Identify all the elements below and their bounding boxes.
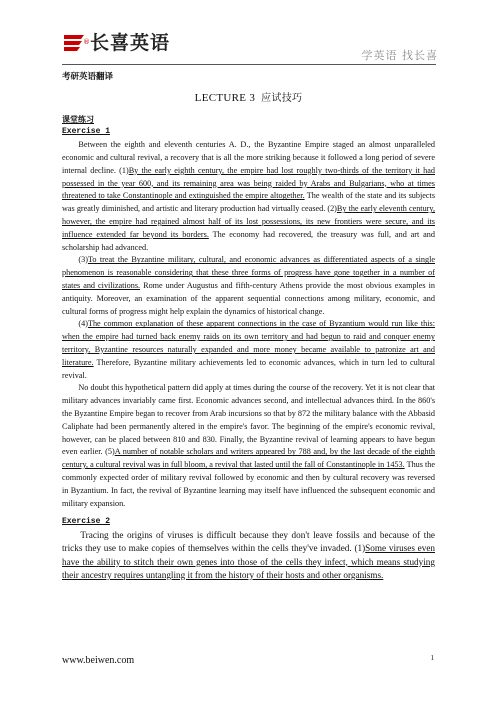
paragraph-text: The economy had recovered, the treasury was full, and art and scholarship had advanced. <box>62 229 435 252</box>
footer-website-link[interactable]: www.beiwen.com <box>62 655 135 666</box>
paragraph-text: No doubt this hypothetical pattern did apply at times during the course of the recovery. Yet it is not clear that military advances invariably came first. Economic advances second, and intellectual advances third. In the 860's the Byzantine Empire began to recover from Arab incursions so that by 872 the military balance with the Abbasid Caliphate had been permanently altered in the empire's favor. The beginning of the empire's economic revival, however, can be placed between 810 and 830. Finally, the Byzantine revival of learning appears to have begun even earlier. (5) <box>62 383 435 457</box>
logo-text: 长喜英语 <box>90 32 171 54</box>
paragraph-text: The wealth of the state and its subjects was greatly diminished, and artistic and literary production had virtually ceased. (2) <box>62 191 436 214</box>
paragraph-text: (4) <box>78 319 88 329</box>
section-heading: 课堂练习 <box>62 114 94 124</box>
translation-sentence-2: By the early eleventh century, however, the empire had regained almost half of its lost possessions, its new frontiers were secure, and its influence extended far beyond its borders. <box>62 204 436 239</box>
brand-logo[interactable] <box>62 33 170 53</box>
exercise-2-heading: Exercise 2 <box>62 517 111 527</box>
page-number: 1 <box>430 654 434 662</box>
document-body <box>62 71 435 582</box>
header-divider <box>62 64 436 65</box>
paragraph-text: Rome under Augustus and fifth-century Athens provide the most obvious examples in antiquity. Moreover, an examination of the apparent sequential connections among military, economic, and cultural forms of progress might help explain the dynamics of historical change. <box>62 280 436 316</box>
translation-sentence-1: By the early eighth century, the empire had lost roughly two-thirds of the territory it had possessed in the year 600, and its remaining area was being raided by Arabs and Bulgarians, who at times threatened to take Constantinople and extinguished the empire altogether. <box>62 165 435 201</box>
paragraph-text: Tracing the origins of viruses is difficult because they don't leave fossils and because of the tricks they use to make copies of themselves within the cells they've invaded. (1) <box>62 530 435 554</box>
exercise-2-paragraph-1 <box>62 529 435 582</box>
exercise-1-paragraph-2 <box>62 254 435 318</box>
paragraph-text: Between the eighth and eleventh centuries A. D., the Byzantine Empire staged an almost unparalleled economic and cultural revival, a recovery that is all the more striking because it followed a long period of severe internal decline. (1) <box>62 140 435 175</box>
header-slogan: 学英语 找长喜 <box>361 49 438 62</box>
lecture-heading <box>62 92 435 106</box>
lecture-subtitle: 应试技巧 <box>261 92 303 104</box>
page-header <box>0 0 496 60</box>
translation-sentence-4: The common explanation of these apparent connections in the case of Byzantium would run like this: when the empire had turned back enemy raids on its own territory and had begun to raid and conquer enemy territory, Byzantine resources naturally expanded and more money became available to patronize art and literature. <box>62 319 435 367</box>
translation-sentence-5: A number of notable scholars and writers appeared by 788 and, by the last decade of the eighth century, a cultural revival was in full bloom, a revival that lasted until the fall of Constantinople in 1453. <box>62 447 435 470</box>
registered-mark: ® <box>83 38 90 46</box>
paragraph-text: Thus the commonly expected order of military revival followed by economic and then by cultural recovery was reversed in Byzantium. In fact, the revival of Byzantine learning may itself have influenced the subsequent economic and military expansion. <box>62 460 436 508</box>
exercise-1-heading: Exercise 1 <box>62 127 111 137</box>
exercise-1-paragraph-3 <box>62 318 435 382</box>
paragraph-text: (3) <box>78 255 88 265</box>
translation-sentence-3: To treat the Byzantine military, cultural, and economic advances as differentiated aspects of a single phenomenon is reasonable considering that these three forms of progress have gone together in a number of states and civilizations. <box>62 255 435 290</box>
paragraph-text: Therefore, Byzantine military achievements led to economic advances, which in turn led to cultural revival. <box>62 357 435 380</box>
translation-sentence-1: Some viruses even have the ability to stitch their own genes into those of the cells they infect, which means studying their ancestry requires untangling it from the history of their hosts and other organisms. <box>62 543 435 580</box>
exercise-1-paragraph-1 <box>62 139 435 254</box>
lecture-number: LECTURE 3 <box>194 91 256 104</box>
document-title: 考研英语翻译 <box>62 72 114 82</box>
exercise-1-paragraph-4 <box>62 382 435 510</box>
